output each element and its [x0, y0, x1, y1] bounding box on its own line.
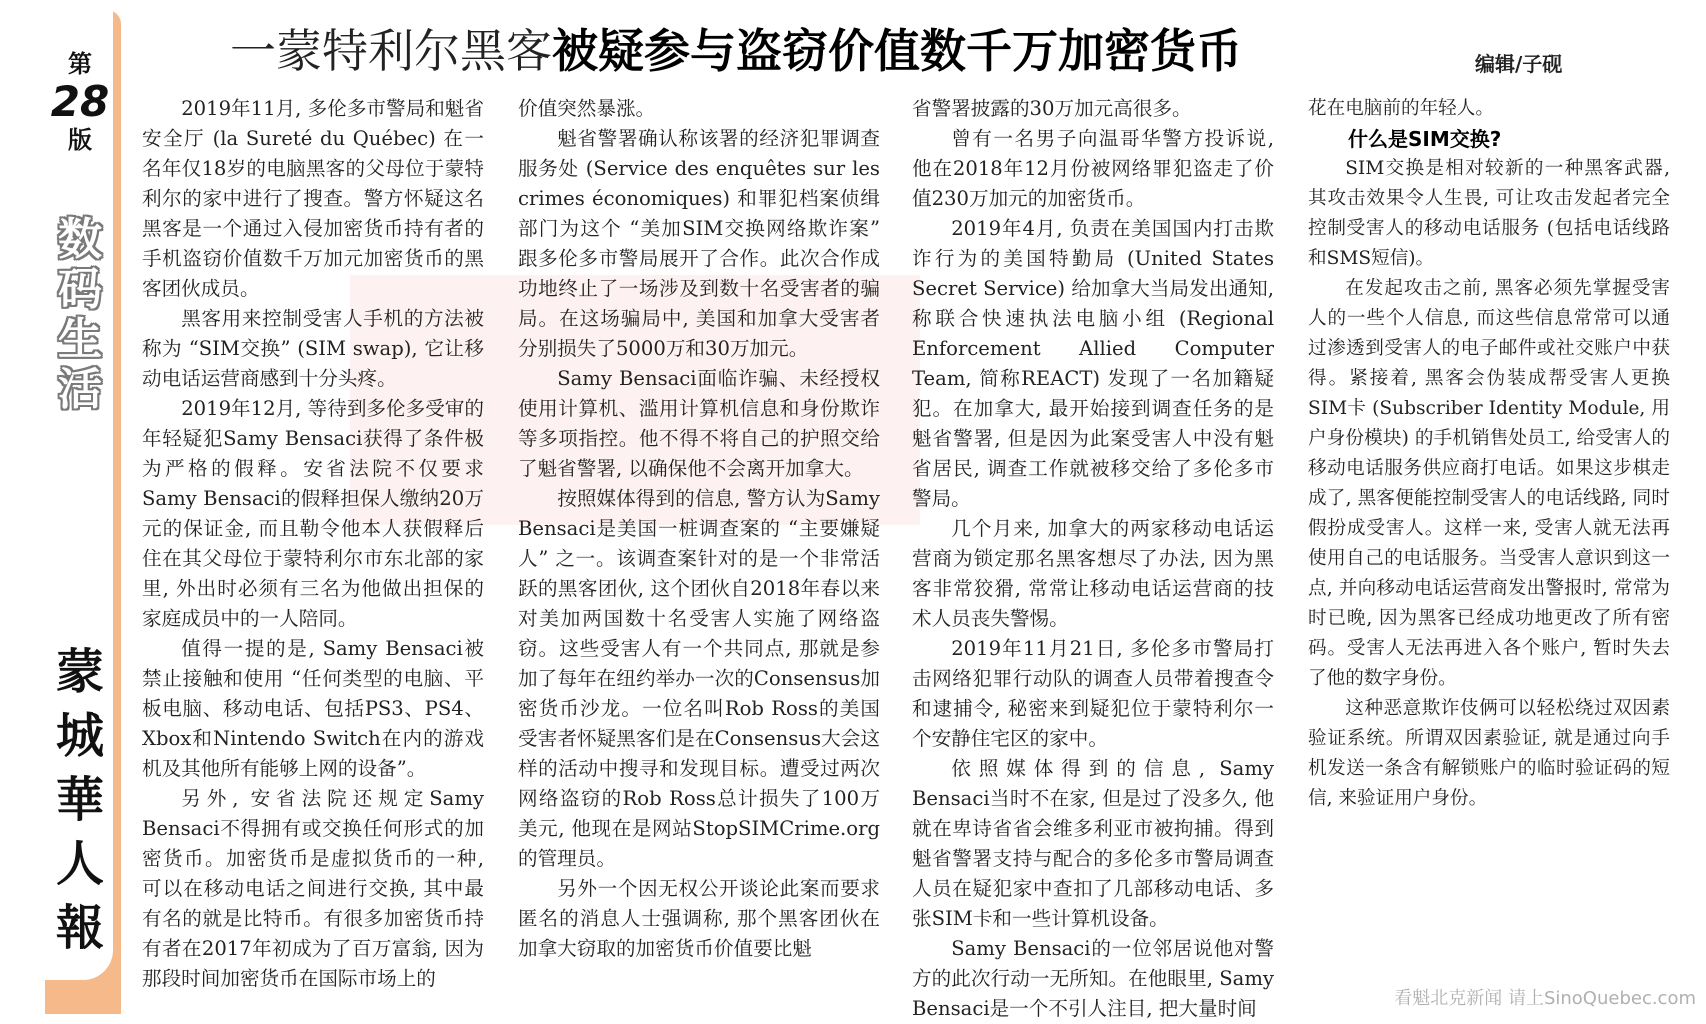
paragraph: 另外一个因无权公开谈论此案而要求匿名的消息人士强调称, 那个黑客团伙在加拿大窃取的加密货币价值要比魁: [518, 877, 880, 960]
paragraph: 2019年11月, 多伦多市警局和魁省安全厅 (la Sureté du Québec) 在一名年仅18岁的电脑黑客的父母位于蒙特利尔的家中进行了搜查。警方怀疑这名黑客是一个通过入侵加密货币持有者的手机盗窃价值数千万加元加密货币的黑客团伙成员。: [142, 97, 484, 300]
paragraph: 2019年11月21日, 多伦多市警局打击网络犯罪行动队的调查人员带着搜查令和逮捕令, 秘密来到疑犯位于蒙特利尔一个安静住宅区的家中。: [912, 637, 1274, 750]
page-label-di: 第: [68, 50, 92, 78]
newspaper-name: [52, 640, 108, 960]
headline-light: 一蒙特利尔黑客: [230, 24, 552, 78]
editor-credit: 编辑/子砚: [1475, 52, 1563, 76]
paragraph: 魁省警署确认称该署的经济犯罪调查服务处 (Service des enquêtes sur les crimes économiques) 和罪犯档案侦缉部门为这个 “美加SIM交换网络欺诈案” 跟多伦多市警局展开了合作。此次合作成功地终止了一场涉及到数十名受害者的骗局。在这场骗局中, 美国和加拿大受害者分别损失了5000万和30万加元。: [518, 127, 880, 360]
paragraph: 2019年12月, 等待到多伦多受审的年轻疑犯Samy Bensaci获得了条件极为严格的假释。安省法院不仅要求Samy Bensaci的假释担保人缴纳20万元的保证金, 而且勒令他本人获假释后住在其父母位于蒙特利尔市东北部的家里, 外出时必须有三名为他做出担保的家庭成员中的一人陪同。: [142, 397, 484, 630]
page-number: 28: [50, 77, 110, 126]
headline-bold: 被疑参与盗窃价值数千万加密货币: [552, 24, 1242, 78]
paragraph: 这种恶意欺诈伎俩可以轻松绕过双因素验证系统。所谓双因素验证, 就是通过向手机发送一条含有解锁账户的临时验证码的短信, 来验证用户身份。: [1308, 698, 1670, 809]
paragraph: 曾有一名男子向温哥华警方投诉说, 他在2018年12月份被网络罪犯盗走了价值230万加元的加密货币。: [912, 127, 1274, 210]
paragraph-continued: 花在电脑前的年轻人。: [1308, 98, 1494, 119]
section-name: [54, 215, 106, 415]
paragraph: Samy Bensaci的一位邻居说他对警方的此次行动一无所知。在他眼里, Samy Bensaci是一个不引人注目, 把大量时间: [912, 937, 1274, 1020]
article-column-4: [1308, 94, 1670, 999]
newspaper-name-text: 蒙 城 華 人 報: [55, 644, 104, 956]
article-column-2: [518, 94, 880, 999]
paragraph: Samy Bensaci面临诈骗、未经授权使用计算机、滥用计算机信息和身份欺诈等多项指控。他不得不将自己的护照交给了魁省警署, 以确保他不会离开加拿大。: [518, 367, 880, 480]
page-number-block: [50, 50, 110, 154]
article-column-3: [912, 94, 1274, 1020]
paragraph: 黑客用来控制受害人手机的方法被称为 “SIM交换” (SIM swap), 它让移动电话运营商感到十分头疼。: [142, 307, 484, 390]
page-label-ban: 版: [68, 126, 92, 154]
headline: [230, 18, 1242, 86]
paragraph: 另外, 安省法院还规定Samy Bensaci不得拥有或交换任何形式的加密货币。加密货币是虚拟货币的一种, 可以在移动电话之间进行交换, 其中最有名的就是比特币。有很多加密货币持有者在2017年初成为了百万富翁, 因为那段时间加密货币在国际市场上的: [142, 787, 484, 990]
paragraph-continued: 省警署披露的30万加元高很多。: [912, 97, 1192, 120]
paragraph: 依照媒体得到的信息, Samy Bensaci当时不在家, 但是过了没多久, 他就在卑诗省省会维多利亚市被拘捕。得到魁省警署支持与配合的多伦多市警局调查人员在疑犯家中查扣了几部移动电话、多张SIM卡和一些计算机设备。: [912, 757, 1274, 930]
paragraph-continued: 价值突然暴涨。: [518, 97, 656, 120]
section-name-text: 数 码 生 活: [58, 214, 102, 415]
site-watermark: 看魁北克新闻 请上SinoQuebec.com: [1394, 988, 1696, 1009]
paragraph: SIM交换是相对较新的一种黑客武器, 其攻击效果令人生畏, 可让攻击发起者完全控制受害人的移动电话服务 (包括电话线路和SMS短信)。: [1308, 158, 1670, 269]
article-column-1: [142, 94, 484, 999]
paragraph: 值得一提的是, Samy Bensaci被禁止接触和使用 “任何类型的电脑、平板电脑、移动电话、包括PS3、PS4、Xbox和Nintendo Switch在内的游戏机及其他所有能够上网的设备”。: [142, 637, 484, 780]
paragraph: 按照媒体得到的信息, 警方认为Samy Bensaci是美国一桩调查案的 “主要嫌疑人” 之一。该调查案针对的是一个非常活跃的黑客团伙, 这个团伙自2018年春以来对美加两国数十名受害人实施了网络盗窃。这些受害人有一个共同点, 那就是参加了每年在纽约举办一次的Consensus加密货币沙龙。一位名叫Rob Ross的美国受害者怀疑黑客们是在Consensus大会这样的活动中搜寻和发现目标。遭受过两次网络盗窃的Rob Ross总计损失了100万美元, 他现在是网站StopSIMCrime.org的管理员。: [518, 487, 880, 870]
paragraph: 2019年4月, 负责在美国国内打击欺诈行为的美国特勤局 (United States Secret Service) 给加拿大当局发出通知, 称联合快速执法电脑小组 (Regional Enforcement Allied Computer Team, 简称REACT) 发现了一名加籍疑犯。在加拿大, 最开始接到调查任务的是魁省警署, 但是因为此案受害人中没有魁省居民, 调查工作就被移交给了多伦多市警局。: [912, 217, 1274, 510]
subheading: 什么是SIM交换?: [1348, 127, 1502, 151]
paragraph: 在发起攻击之前, 黑客必须先掌握受害人的一些个人信息, 而这些信息常常可以通过渗透到受害人的电子邮件或社交账户中获得。紧接着, 黑客会伪装成帮受害人更换SIM卡 (Subscriber Identity Module, 用户身份模块) 的手机销售处员工, 给受害人的移动电话服务供应商打电话。如果这步棋走成了, 黑客便能控制受害人的电话线路, 同时假扮成受害人。这样一来, 受害人就无法再使用自己的电话服务。当受害人意识到这一点, 并向移动电话运营商发出警报时, 常常为时已晚, 因为黑客已经成功地更改了所有密码。受害人无法再进入各个账户, 暂时失去了他的数字身份。: [1308, 278, 1670, 689]
paragraph: 几个月来, 加拿大的两家移动电话运营商为锁定那名黑客想尽了办法, 因为黑客非常狡猾, 常常让移动电话运营商的技术人员丧失警惕。: [912, 517, 1274, 630]
